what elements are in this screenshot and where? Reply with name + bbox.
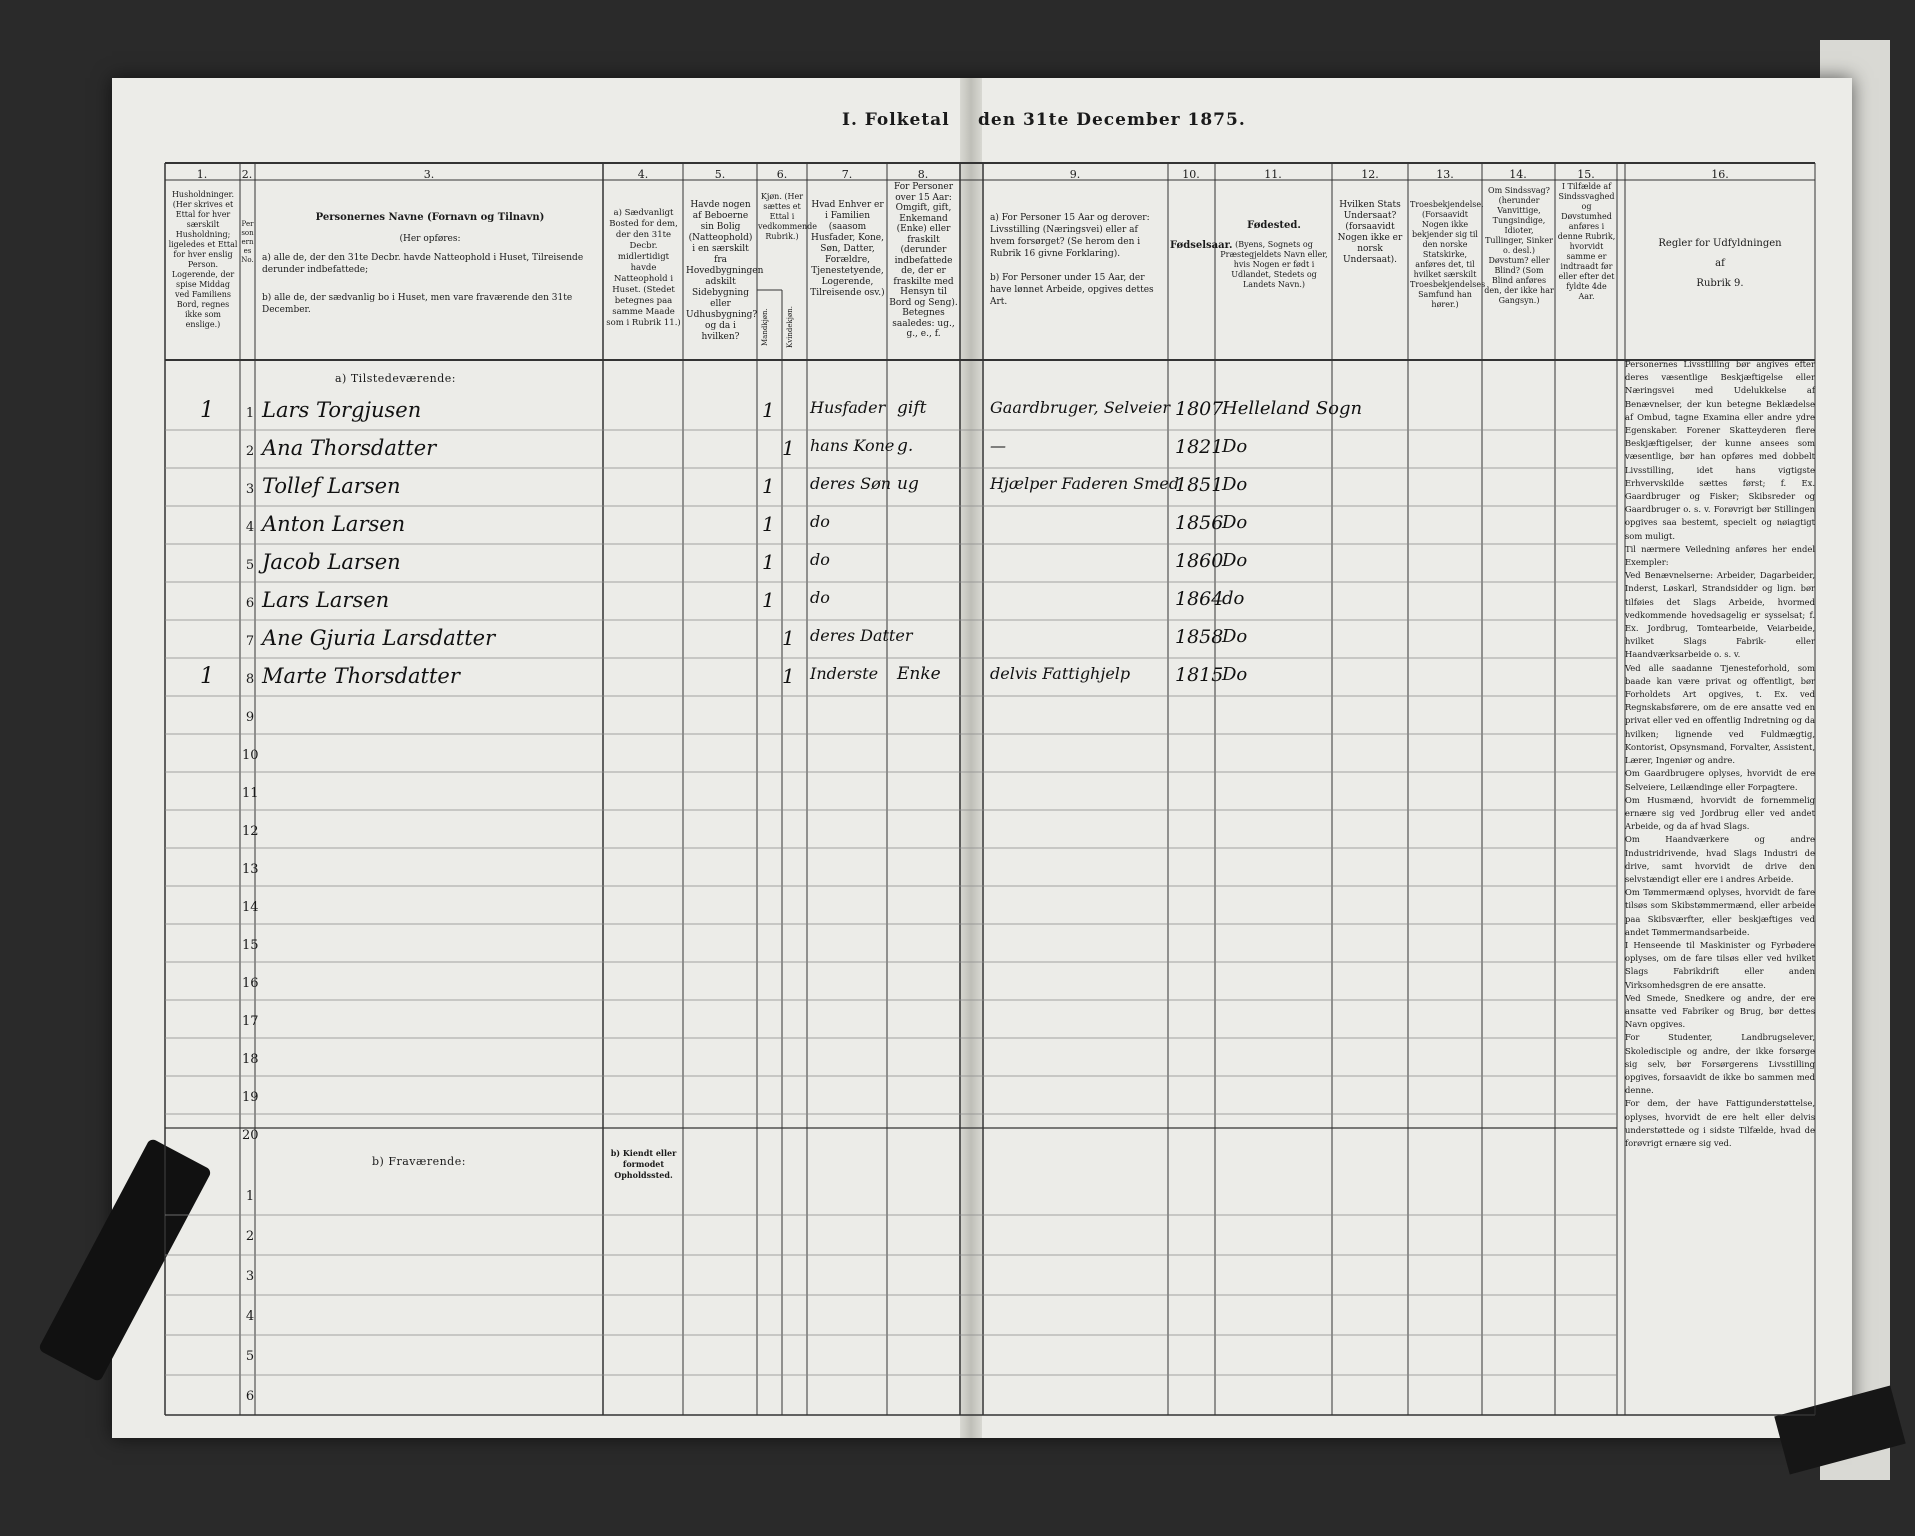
row-number: 19 <box>242 1090 259 1105</box>
header-names-title: Personernes Navne (Fornavn og Tilnavn) <box>315 212 545 223</box>
entry-birthplace: Do <box>1222 512 1248 533</box>
entry-name: Ana Thorsdatter <box>262 436 437 460</box>
entry-family: do <box>810 588 830 607</box>
colnum-2: 2. <box>241 168 253 181</box>
entry-occupation: Gaardbruger, Selveier <box>990 398 1171 417</box>
colnum-9: 9. <box>1069 168 1081 181</box>
entry-male: 1 <box>762 512 775 536</box>
row-number: 1 <box>245 406 255 421</box>
entry-civil: g. <box>897 436 914 456</box>
entry-name: Tollef Larsen <box>262 474 401 498</box>
header-disability-onset: I Tilfælde af Sindssvaghed og Døvstumhed anføres i denne Rubrik, hvorvidt samme er indtraadt før eller efter det fyldte 4de Aar. <box>1557 182 1616 301</box>
entry-occupation: — <box>990 436 1006 455</box>
entry-name: Marte Thorsdatter <box>262 664 460 688</box>
colnum-10: 10. <box>1182 168 1200 181</box>
header-occupation-a: a) For Personer 15 Aar og derover: Livsstilling (Næringsvei) eller af hvem forsørget? (Se herom den i Rubrik 16 givne Forklaring). <box>990 213 1150 259</box>
entry-female: 1 <box>782 626 795 650</box>
rules-paragraph: Ved Benævnelserne: Arbeider, Dagarbeider, Inderst, Løskarl, Strandsidder og lign. bør tilføies det Slags Arbeide, hvormed vedkommende hovedsagelig er sysselsat; f. Ex. Jordbrug, Tomtearbeide, Veiarbeide, hvilket Slags Fabrik- eller Haandværksarbeide o. s. v. <box>1625 570 1815 660</box>
row-number: 12 <box>242 824 259 839</box>
rules-paragraph: I Henseende til Maskinister og Fyrbødere oplyses, om de fare tilsøs eller ved hvilket Slags Fabrikdrift eller anden Virksomhedsgren de ere ansatte. <box>1625 939 1815 990</box>
colnum-16: 16. <box>1711 168 1729 181</box>
header-rules-c: Rubrik 9. <box>1696 278 1744 289</box>
rules-paragraph: Ved Smede, Snedkere og andre, der ere ansatte ved Fabriker og Brug, bør dettes Navn opgives. <box>1625 992 1815 1030</box>
entry-family: deres Datter <box>810 626 913 645</box>
row-number: 17 <box>242 1014 259 1029</box>
header-disability: Om Sindssvag? (herunder Vanvittige, Tungsindige, Idioter, Tullinger, Sinker o. desl.) Døvstum? eller Blind? (Som Blind anføres den, der ikke har Gangsyn.) <box>1484 186 1554 305</box>
header-households: Husholdninger. (Her skrives et Ettal for hver særskilt Husholdning; ligeledes et Ettal for hver enslig Person. Logerende, der spise Middag ved Familiens Bord, regnes ikke som enslige.) <box>168 190 238 329</box>
entry-born: 1864 <box>1175 588 1224 610</box>
entry-born: 1856 <box>1175 512 1224 534</box>
row-number: 4 <box>245 520 255 535</box>
colnum-5: 5. <box>714 168 726 181</box>
row-number: 14 <box>242 900 259 915</box>
colnum-8: 8. <box>917 168 929 181</box>
entry-born: 1807 <box>1175 398 1224 420</box>
row-number: 2 <box>245 444 255 459</box>
row-number: 5 <box>245 558 255 573</box>
header-birth-year: Fødselsaar. <box>1170 240 1233 251</box>
row-number: 7 <box>245 634 255 649</box>
row-number-absent: 6 <box>245 1389 255 1404</box>
entry-name: Lars Torgjusen <box>262 398 422 422</box>
row-number-absent: 4 <box>245 1309 255 1324</box>
header-citizenship: Hvilken Stats Undersaat? (forsaavidt Nogen ikke er norsk Undersaat). <box>1337 200 1403 265</box>
entry-born: 1815 <box>1175 664 1224 686</box>
row-number-absent: 5 <box>245 1349 255 1364</box>
entry-born: 1860 <box>1175 550 1224 572</box>
entry-birthplace: Do <box>1222 626 1248 647</box>
entry-birthplace: Do <box>1222 436 1248 457</box>
entry-civil: ug <box>897 474 919 494</box>
row-number: 8 <box>245 672 255 687</box>
row-number: 3 <box>245 482 255 497</box>
colnum-1: 1. <box>196 168 208 181</box>
colnum-12: 12. <box>1361 168 1379 181</box>
colnum-15: 15. <box>1577 168 1595 181</box>
colnum-4: 4. <box>637 168 649 181</box>
rules-paragraph: Ved alle saadanne Tjenesteforhold, som baade kan være privat og offentligt, bør Forholdets Art opgives, t. Ex. ved Regnskabsførere, om de ere ansatte ved en privat eller ved en offentlig Indretning og da hvilken; lignende ved Fuldmægtig, Kontorist, Opsynsmand, Forvalter, Assistent, Lærer, Ingeniør og andre. <box>1625 662 1815 766</box>
entry-civil: Enke <box>897 664 941 684</box>
header-sex: Kjøn. (Her sættes et Ettal i vedkommende Rubrik.) <box>758 192 817 241</box>
row-number: 10 <box>242 748 259 763</box>
entry-born: 1858 <box>1175 626 1224 648</box>
section-absent-note: b) Kiendt eller formodet Opholdssted. <box>610 1148 677 1180</box>
entry-birthplace: Helleland Sogn <box>1222 398 1363 419</box>
entry-female: 1 <box>782 436 795 460</box>
colnum-11: 11. <box>1264 168 1282 181</box>
header-religion: Troesbekjendelse. (Forsaavidt Nogen ikke bekjender sig til den norske Statskirke, anføres det, til hvilket særskilt Troesbekjendelses Samfund han hører.) <box>1410 200 1486 309</box>
title-right: den 31te December 1875. <box>978 110 1246 130</box>
row-number: 20 <box>242 1128 259 1143</box>
row-number: 6 <box>245 596 255 611</box>
entry-family: do <box>810 550 830 569</box>
section-absent: b) Fraværende: <box>372 1155 466 1168</box>
header-usual-residence: a) Sædvanligt Bosted for dem, der den 31te Decbr. midlertidigt havde Natteophold i Huset. (Stedet betegnes paa samme Maade som i Rubrik 11.) <box>606 208 681 328</box>
rules-paragraph: For Studenter, Landbrugselever, Skoledisciple og andre, der ikke forsørge sig selv, bør Forsørgerens Livsstilling opgives, forsaavidt de ikke bo sammen med denne. <box>1625 1032 1815 1096</box>
entry-occupation: Hjælper Faderen Smed <box>990 474 1180 493</box>
header-person-no: Personernes No. <box>241 220 254 264</box>
row-number-absent: 3 <box>245 1269 255 1284</box>
entry-family: deres Søn <box>810 474 892 493</box>
entry-name: Ane Gjuria Larsdatter <box>262 626 496 650</box>
header-rules-b: af <box>1715 258 1725 269</box>
entry-male: 1 <box>762 550 775 574</box>
colnum-7: 7. <box>841 168 853 181</box>
header-male: Mandkjøn. <box>761 308 769 347</box>
row-number: 9 <box>245 710 255 725</box>
header-rules-a: Regler for Udfyldningen <box>1658 238 1782 249</box>
entry-occupation: delvis Fattighjelp <box>990 664 1131 683</box>
row-number: 18 <box>242 1052 259 1067</box>
section-present: a) Tilstedeværende: <box>335 372 457 385</box>
entry-family: Inderste <box>810 664 879 683</box>
rules-paragraph: For dem, der have Fattigunderstøttelse, oplyses, hvorvidt de ere helt eller delvis understøttede og i sidste Tilfælde, hvad de forøvrigt ernære sig ved. <box>1625 1098 1815 1148</box>
entry-male: 1 <box>762 474 775 498</box>
rules-paragraph: Om Husmænd, hvorvidt de fornemmelig ernære sig ved Jordbrug eller ved andet Arbeide, og da af hvad Slags. <box>1625 794 1815 832</box>
rules-paragraph: Om Haandværkere og andre Industridrivende, hvad Slags Industri de drive, samt hvorvidt de drive den selvstændigt eller ere i andres Arbeide. <box>1625 834 1815 884</box>
entry-name: Jacob Larsen <box>262 550 401 574</box>
entry-household: 1 <box>200 664 214 689</box>
row-number: 15 <box>242 938 259 953</box>
header-civil-status: For Personer over 15 Aar: Omgift, gift, Enkemand (Enke) eller fraskilt (derunder indbefattede de, der er fraskilte med Hensyn til Bord og Seng). Betegnes saaledes: ug., g., e., f. <box>889 182 958 339</box>
row-number-absent: 1 <box>245 1189 255 1204</box>
rules-paragraph: Om Tømmermænd oplyses, hvorvidt de fare tilsøs som Skibstømmermænd, eller arbeide paa Skibsværfter, eller beskjæftiges ved andet Tømmermandsarbeide. <box>1625 887 1815 937</box>
entry-family: Husfader <box>810 398 886 417</box>
rules-paragraph: Om Gaardbrugere oplyses, hvorvidt de ere Selveiere, Leilændinge eller Forpagtere. <box>1625 768 1815 792</box>
rules-paragraph: Til nærmere Veiledning anføres her endel Exempler: <box>1625 543 1815 568</box>
rules-text <box>1625 358 1815 1150</box>
header-names-sub: (Her opføres: <box>399 234 461 244</box>
row-number: 16 <box>242 976 259 991</box>
header-female: Kvindekjøn. <box>786 306 794 349</box>
rules-paragraph: Personernes Livsstilling bør angives efter deres væsentlige Beskjæftigelse eller Næringsvei med Udelukkelse af Benævnelser, der kun betegne Beklædelse af Ombud, tagne Examina eller andre ydre Egenskaber. Forener Skatteyderen flere Beskjæftigelser, der kunne ansees som væsentlige, bør han opføres med dobbelt Livsstilling, idet hans vigtigste Erhvervskilde sættes først; f. Ex. Gaardbruger og Fisker; Skibsreder og Gaardbruger o. s. v. Forøvrigt bør Stillingen opgives saa bestemt, specielt og nøiagtigt som muligt. <box>1625 359 1815 541</box>
header-birthplace-sub: (Byens, Sognets og Præstegjeldets Navn eller, hvis Nogen er født i Udlandet, Stedets og Landets Navn.) <box>1220 240 1328 289</box>
entry-birthplace: Do <box>1222 550 1248 571</box>
entry-birthplace: Do <box>1222 664 1248 685</box>
entry-name: Anton Larsen <box>262 512 406 536</box>
row-number: 11 <box>242 786 259 801</box>
row-number: 13 <box>242 862 259 877</box>
entry-family: do <box>810 512 830 531</box>
entry-household: 1 <box>200 398 214 423</box>
colnum-6: 6. <box>776 168 788 181</box>
entry-male: 1 <box>762 398 775 422</box>
entry-birthplace: Do <box>1222 474 1248 495</box>
entry-birthplace: do <box>1222 588 1245 609</box>
header-birthplace-title: Fødested. <box>1247 220 1301 231</box>
entry-male: 1 <box>762 588 775 612</box>
header-names-b: b) alle de, der sædvanlig bo i Huset, men vare fraværende den 31te December. <box>262 293 573 315</box>
entry-family: hans Kone <box>810 436 895 455</box>
entry-born: 1851 <box>1175 474 1224 496</box>
row-number-absent: 2 <box>245 1229 255 1244</box>
entry-born: 1821 <box>1175 436 1224 458</box>
colnum-14: 14. <box>1509 168 1527 181</box>
header-names-a: a) alle de, der den 31te Decbr. havde Natteophold i Huset, Tilreisende derunder indbefattede; <box>262 253 584 275</box>
entry-name: Lars Larsen <box>262 588 390 612</box>
header-family-role: Hvad Enhver er i Familien (saasom Husfader, Kone, Søn, Datter, Forældre, Tjenestetyende, Logerende, Tilreisende osv.) <box>810 200 885 298</box>
colnum-13: 13. <box>1436 168 1454 181</box>
header-side-building: Havde nogen af Beboerne sin Bolig (Natteophold) i en særskilt fra Hovedbygningen adskilt Sidebygning eller Udhusbygning? og da i hvilken? <box>686 200 764 342</box>
title-left: I. Folketal <box>842 110 950 130</box>
entry-civil: gift <box>897 398 927 418</box>
entry-female: 1 <box>782 664 795 688</box>
colnum-3: 3. <box>423 168 435 181</box>
header-occupation-b: b) For Personer under 15 Aar, der have lønnet Arbeide, opgives dettes Art. <box>990 273 1154 307</box>
